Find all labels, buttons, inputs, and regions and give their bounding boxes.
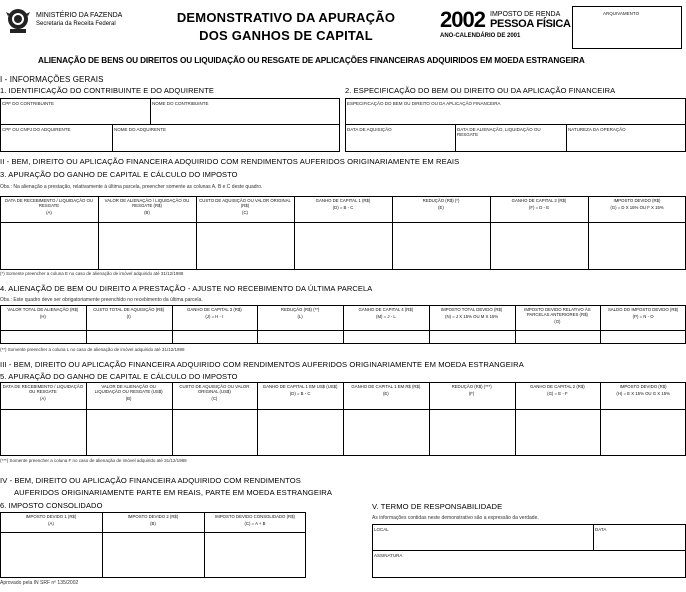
filing-label: ARQUIVAMENTO [603, 11, 640, 16]
column-header-code: (D) = B - C [289, 391, 311, 396]
signature-box [372, 524, 686, 578]
column-header-text: IMPOSTO DEVIDO 1 (R$) [25, 514, 77, 519]
value-cell[interactable] [1, 533, 101, 577]
column-header-text: GANHO DE CAPITAL 2 (R$) [530, 384, 585, 389]
column-header-code: (C) [211, 396, 218, 401]
part-4-note: Obs.: Este quadro deve ser obrigatoriamente preenchido no recebimento da última parcela. [0, 297, 203, 303]
ministry-name: MINISTÉRIO DA FAZENDA [36, 12, 123, 19]
signature-field[interactable]: ASSINATURA [374, 553, 403, 558]
column-header [431, 384, 513, 396]
specification-box [345, 98, 686, 152]
column-header [517, 384, 599, 396]
section-4-title-line-1: IV - BEM, DIREITO OU APLICAÇÃO FINANCEIRA ADQUIRIDO COM RENDIMENTOS [0, 476, 301, 485]
column-header-code: (C) = A + B [244, 521, 266, 526]
column-header-text: DATA DE RECEBIMENTO / LIQUIDAÇÃO OU RESGATE [2, 384, 84, 394]
column-header-text: GANHO DE CAPITAL 4 (R$) [358, 307, 414, 312]
tax-type-line2: PESSOA FÍSICA [490, 18, 571, 30]
base-year: ANO-CALENDÁRIO DE 2001 [440, 33, 521, 39]
filing-box[interactable] [572, 6, 682, 49]
acq-date-field[interactable]: DATA DE AQUISIÇÃO [347, 127, 392, 132]
column-header [517, 307, 599, 324]
column-header-code: (F) = D - E [528, 205, 550, 210]
column-header-text: REDUÇÃO (R$) (***) [451, 384, 492, 389]
column-header [2, 198, 96, 215]
column-header-code: (E) [438, 205, 444, 210]
column-header-text: CUSTO TOTAL DE AQUISIÇÃO (R$) [93, 307, 165, 312]
column-header-text: REDUÇÃO (R$) (**) [280, 307, 320, 312]
column-header-code: (I) [126, 314, 131, 319]
column-header-text: SALDO DO IMPOSTO DEVIDO (R$) [607, 307, 679, 312]
name-buyer-field[interactable]: NOME DO ADQUIRENTE [114, 127, 167, 132]
value-cell[interactable] [430, 331, 514, 343]
section-4-title-line-2: AUFERIDOS ORIGINARIAMENTE PARTE EM REAIS, PARTE EM MOEDA ESTRANGEIRA [14, 488, 333, 497]
part-6-title: 6. IMPOSTO CONSOLIDADO [0, 501, 103, 510]
column-header [2, 384, 84, 401]
column-header [206, 514, 304, 526]
part-2-title: 2. ESPECIFICAÇÃO DO BEM OU DIREITO OU DA APLICAÇÃO FINANCEIRA [345, 86, 616, 95]
value-cell[interactable] [589, 223, 685, 269]
value-cell[interactable] [205, 533, 305, 577]
sale-date-field[interactable]: DATA DE ALIENAÇÃO, LIQUIDAÇÃO OU RESGATE [457, 127, 541, 137]
value-cell[interactable] [173, 331, 257, 343]
column-header-code: (N) = J X 15% OU M X 15% [445, 314, 499, 319]
column-header-code: (D) = B - C [332, 205, 354, 210]
title-line-1: DEMONSTRATIVO DA APURAÇÃO [176, 10, 396, 25]
column-header [394, 198, 488, 210]
table-3-footnote: (*) Somente preencher a coluna E no caso de alienação de imóvel adquirido até 31/12/1988 [0, 271, 184, 276]
value-cell[interactable] [173, 410, 257, 455]
value-cell[interactable] [258, 331, 342, 343]
column-header-code: (B) [150, 521, 156, 526]
value-cell[interactable] [87, 331, 171, 343]
part-3-note: Obs.: Na alienação a prestação, relativamente à última parcela, preencher somente as colunas A, B e C deste quadro. [0, 184, 263, 190]
date-field[interactable]: DATA [595, 527, 607, 532]
identification-box [0, 98, 340, 152]
column-header [492, 198, 586, 210]
value-cell[interactable] [258, 410, 342, 455]
column-header-code: (H) = E X 15% OU G X 15% [616, 391, 670, 396]
column-header [431, 307, 513, 319]
operation-field[interactable]: NATUREZA DA OPERAÇÃO [568, 127, 626, 132]
column-header [602, 384, 684, 396]
column-header [198, 198, 292, 215]
column-header [259, 307, 341, 319]
column-header-code: (G) = D X 15% OU F X 15% [610, 205, 664, 210]
column-header [602, 307, 684, 319]
column-header-code: (P) = N - O [632, 314, 654, 319]
column-header [296, 198, 390, 210]
column-header-text: VALOR DE ALIENAÇÃO OU LIQUIDAÇÃO OU RESGATE (US$) [94, 384, 163, 394]
column-header-code: (L) [297, 314, 303, 319]
part-5-title: 5. APURAÇÃO DO GANHO DE CAPITAL E CÁLCULO DO IMPOSTO [0, 372, 238, 381]
column-header-code: (B) [144, 210, 150, 215]
value-cell[interactable] [393, 223, 489, 269]
part-3-title: 3. APURAÇÃO DO GANHO DE CAPITAL E CÁLCULO DO IMPOSTO [0, 170, 238, 179]
name-taxpayer-field[interactable]: NOME DO CONTRIBUINTE [152, 101, 209, 106]
column-header-text: VALOR DE ALIENAÇÃO / LIQUIDAÇÃO OU RESGATE (R$) [104, 198, 190, 208]
value-cell[interactable] [344, 331, 428, 343]
value-cell[interactable] [601, 410, 685, 455]
column-header-code: (G) = E - F [547, 391, 568, 396]
agency-name: Secretaria da Receita Federal [36, 21, 116, 27]
column-header-code: (C) [242, 210, 248, 215]
value-cell[interactable] [1, 410, 85, 455]
column-header-code: (O) [554, 319, 561, 324]
column-header-code: (H) [39, 314, 46, 319]
value-cell[interactable] [491, 223, 587, 269]
tax-type-line1: IMPOSTO DE RENDA [490, 11, 561, 18]
value-cell[interactable] [1, 223, 97, 269]
column-header-code: (E) [383, 391, 389, 396]
part-1-title: 1. IDENTIFICAÇÃO DO CONTRIBUINTE E DO ADQUIRENTE [0, 86, 214, 95]
column-header-code: (F) [468, 391, 475, 396]
column-header-text: IMPOSTO TOTAL DEVIDO (R$) [440, 307, 503, 312]
place-field[interactable]: LOCAL [374, 527, 389, 532]
document-title [150, 10, 422, 43]
cpf-taxpayer-field[interactable]: CPF DO CONTRIBUINTE [2, 101, 55, 106]
column-header [174, 384, 256, 401]
value-cell[interactable] [87, 410, 171, 455]
column-header-code: (A) [46, 210, 52, 215]
section-3-title: III - BEM, DIREITO OU APLICAÇÃO FINANCEIRA ADQUIRIDO COM RENDIMENTOS AUFERIDOS ORIGINARIAMENTE EM MOEDA ESTRANGEIRA [0, 360, 524, 369]
column-header-code: (A) [48, 521, 54, 526]
value-cell[interactable] [516, 331, 600, 343]
column-header-text: IMPOSTO DEVIDO RELATIVO ÀS PARCELAS ANTERIORES (R$) [524, 307, 591, 317]
column-header-text: GANHO DE CAPITAL 1 EM US$ (US$) [262, 384, 338, 389]
cpf-buyer-field[interactable]: CPF OU CNPJ DO ADQUIRENTE [2, 127, 71, 132]
column-header [590, 198, 684, 210]
column-header [104, 514, 202, 526]
value-cell[interactable] [197, 223, 293, 269]
column-header [345, 307, 427, 319]
value-cell[interactable] [295, 223, 391, 269]
column-header [345, 384, 427, 396]
value-cell[interactable] [601, 331, 685, 343]
column-header-text: IMPOSTO DEVIDO CONSOLIDADO (R$) [215, 514, 295, 519]
column-header-text: DATA DE RECEBIMENTO / LIQUIDAÇÃO OU RESGATE [4, 198, 94, 208]
responsibility-statement: As informações contidas neste demonstrativo são a expressão da verdade. [372, 515, 539, 521]
table-4-footnote: (**) Somente preencher a coluna L no caso de alienação de imóvel adquirido até 31/12/1988 [0, 347, 185, 352]
column-header-text: GANHO DE CAPITAL 1 EM R$ (R$) [351, 384, 421, 389]
column-header-code: (A) [40, 396, 46, 401]
part-4-title: 4. ALIENAÇÃO DE BEM OU DIREITO A PRESTAÇÃO - AJUSTE NO RECEBIMENTO DA ÚLTIMA PARCELA [0, 284, 373, 293]
column-header-text: CUSTO DE AQUISIÇÃO OU VALOR ORIGINAL (R$) [199, 198, 291, 208]
value-cell[interactable] [516, 410, 600, 455]
column-header-code: (M) = J - L [376, 314, 396, 319]
value-cell[interactable] [103, 533, 203, 577]
column-header [2, 514, 100, 526]
column-header-text: GANHO DE CAPITAL 1 (R$) [315, 198, 371, 203]
approval-footer: Aprovado pela IN SRF nº 135/2002 [0, 580, 79, 586]
value-cell[interactable] [99, 223, 195, 269]
year-number: 2002 [440, 7, 485, 32]
title-line-2: DOS GANHOS DE CAPITAL [199, 28, 373, 43]
value-cell[interactable] [344, 410, 428, 455]
column-header [88, 307, 170, 319]
column-header [100, 198, 194, 215]
column-header-code: (B) [125, 396, 132, 401]
form-subtitle: ALIENAÇÃO DE BENS OU DIREITOS OU LIQUIDAÇÃO OU RESGATE DE APLICAÇÕES FINANCEIRAS ADQUIRIDOS EM MOEDA ESTRANGEIRA [38, 56, 585, 65]
value-cell[interactable] [1, 331, 85, 343]
spec-field[interactable]: ESPECIFICAÇÃO DO BEM OU DIREITO OU DA APLICAÇÃO FINANCEIRA [347, 101, 501, 106]
column-header [2, 307, 84, 319]
column-header [88, 384, 170, 401]
column-header-text: IMPOSTO DEVIDO (R$) [613, 198, 661, 203]
column-header-text: IMPOSTO DEVIDO 2 (R$) [127, 514, 179, 519]
column-header-text: REDUÇÃO (R$) (*) [422, 198, 460, 203]
column-header [259, 384, 341, 396]
column-header-text: GANHO DE CAPITAL 2 (R$) [511, 198, 567, 203]
column-header [174, 307, 256, 319]
column-header-text: VALOR TOTAL DE ALIENAÇÃO (R$) [7, 307, 79, 312]
column-header-text: GANHO DE CAPITAL 3 (R$) [187, 307, 242, 312]
section-1-title: I - INFORMAÇÕES GERAIS [0, 75, 104, 84]
column-header-text: CUSTO DE AQUISIÇÃO OU VALOR ORIGINAL (US$) [179, 384, 250, 394]
column-header-text: IMPOSTO DEVIDO (R$) [619, 384, 667, 389]
column-header-code: (J) = H - I [205, 314, 224, 319]
section-2-title: II - BEM, DIREITO OU APLICAÇÃO FINANCEIRA ADQUIRIDO COM RENDIMENTOS AUFERIDOS ORIGINARIAMENTE EM REAIS [0, 157, 460, 166]
value-cell[interactable] [430, 410, 514, 455]
coat-of-arms-icon [6, 6, 30, 36]
section-5-title: V. TERMO DE RESPONSABILIDADE [372, 502, 503, 511]
table-5-footnote: (***) Somente preencher a coluna F no caso de alienação de imóvel adquirido até 31/12/1988 [0, 458, 187, 463]
